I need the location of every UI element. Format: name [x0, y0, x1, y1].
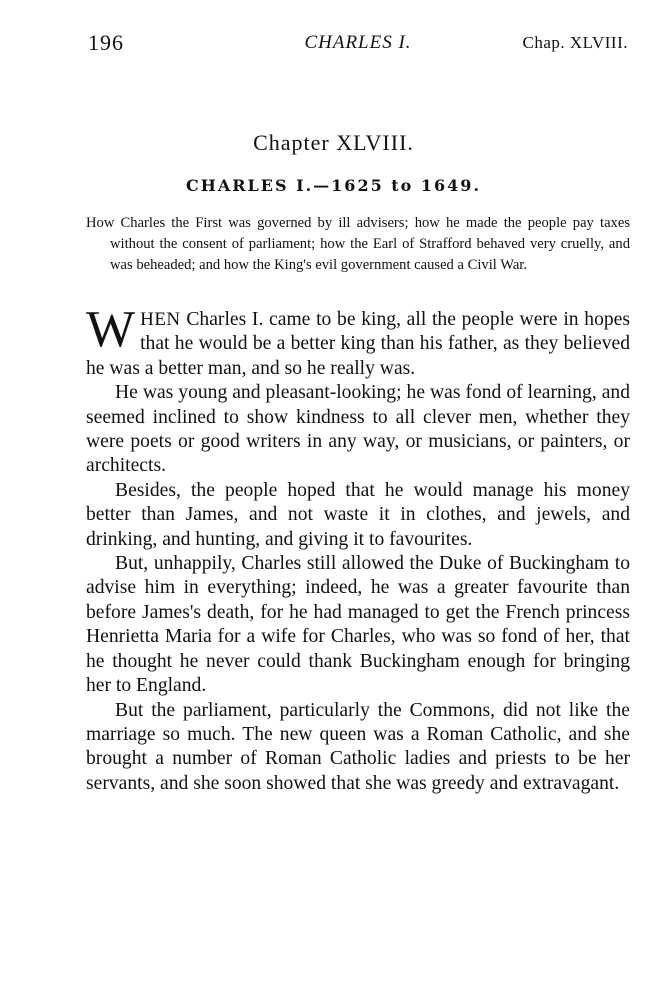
summary-text: How Charles the First was governed by ill advisers; how he made the people pay taxes without the consent of parliament; how the Earl of Strafford behaved very cruelly, and was beheaded; and how the King's evil government caused a Civil War.	[86, 215, 630, 273]
chapter-heading: Chapter XLVIII.	[253, 130, 414, 155]
drop-cap: W	[86, 301, 136, 358]
paragraph-1-text: Charles I. came to be king, all the people were in hopes that he would be a better king than his father, as they believed he was a better man, and so he really was.	[86, 309, 630, 379]
paragraph-2: He was young and pleasant-looking; he was fond of learning, and seemed inclined to show kindness to all clever men, whether they were poets or good writers in any way, or musicians, or painters, or architects.	[86, 382, 630, 477]
running-title: CHARLES I.	[304, 32, 412, 53]
running-chapter: Chap. XLVIII.	[522, 33, 628, 52]
page-number: 196	[88, 30, 124, 55]
first-word-rest: HEN	[140, 309, 181, 330]
paragraph-3: Besides, the people hoped that he would manage his money better than James, and not waste it in clothes, and jewels, and drinking, and hunting, and giving it to favourites.	[86, 479, 630, 550]
paragraph-1	[86, 301, 630, 381]
paragraph-5: But the parliament, particularly the Commons, did not like the marriage so much. The new queen was a Roman Catholic, and she brought a number of Roman Catholic ladies and priests to be her servants, and she soon showed that she was greedy and extravagant.	[86, 699, 630, 794]
chapter-subtitle: CHARLES I.—1625 to 1649.	[185, 176, 482, 195]
body-text	[86, 301, 630, 796]
paragraph-4: But, unhappily, Charles still allowed the Duke of Buckingham to advise him in everything; indeed, he was a greater favourite than before James's death, for he had managed to get the French princess Henrietta Maria for a wife for Charles, who was so fond of her, that he thought he never could thank Buckingham enough for bringing her to England.	[86, 553, 630, 697]
chapter-summary	[86, 213, 630, 276]
running-head	[88, 30, 628, 58]
